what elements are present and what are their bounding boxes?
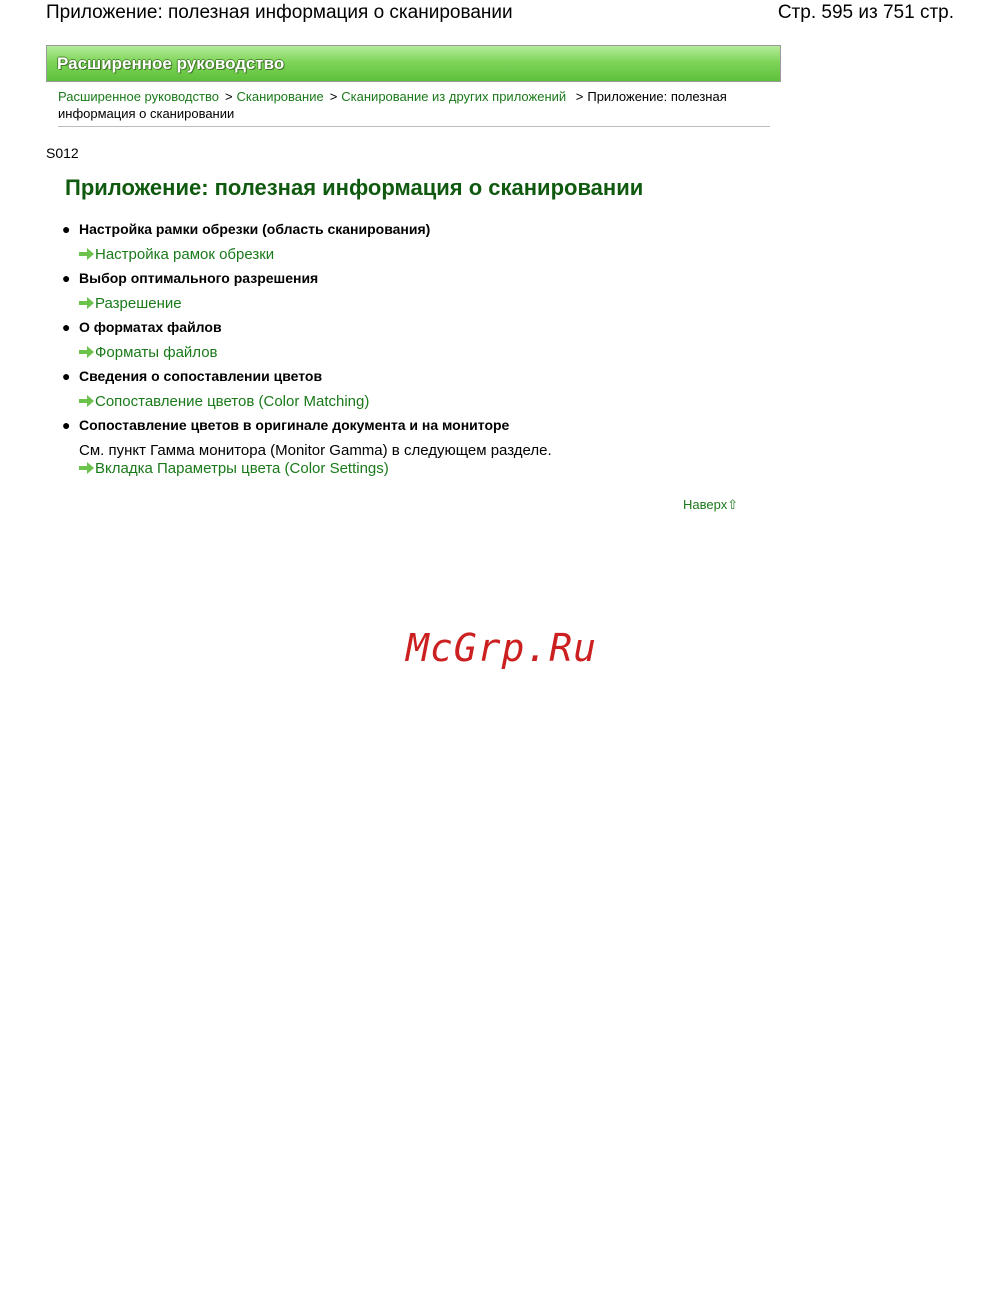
breadcrumb-divider: [58, 126, 770, 127]
guide-banner: [46, 45, 781, 82]
breadcrumb-item-other-apps[interactable]: Сканирование из других приложений: [341, 89, 567, 104]
arrow-right-icon: [79, 395, 94, 407]
page-header: [46, 2, 954, 28]
file-formats-link[interactable]: Форматы файлов: [95, 344, 218, 361]
page-title: Приложение: полезная информация о сканировании: [65, 175, 644, 200]
topic-link-row[interactable]: [79, 393, 369, 410]
up-arrow-icon: ⇧: [727, 497, 739, 512]
bullet-icon: ●: [62, 270, 71, 286]
document-title: Приложение: полезная информация о сканировании: [46, 2, 513, 23]
arrow-right-icon: [79, 248, 94, 260]
banner-title: Расширенное руководство: [57, 54, 285, 73]
bullet-icon: ●: [62, 368, 71, 384]
topic-link-row[interactable]: [79, 295, 182, 312]
topic-link-row[interactable]: [79, 246, 274, 263]
arrow-right-icon: [79, 297, 94, 309]
topic-link-row[interactable]: [79, 460, 389, 477]
breadcrumb-separator: >: [329, 89, 338, 104]
bullet-icon: ●: [62, 417, 71, 433]
breadcrumb: [58, 88, 763, 122]
color-matching-link[interactable]: Сопоставление цветов (Color Matching): [95, 393, 370, 410]
bullet-icon: ●: [62, 319, 71, 335]
crop-frame-link[interactable]: Настройка рамок обрезки: [95, 246, 275, 263]
breadcrumb-separator: >: [575, 89, 584, 104]
color-settings-tab-link[interactable]: Вкладка Параметры цвета (Color Settings): [95, 460, 389, 477]
topic-heading: О форматах файлов: [79, 319, 222, 335]
bullet-icon: ●: [62, 221, 71, 237]
page-counter: Стр. 595 из 751 стр.: [777, 2, 954, 23]
topic-heading: Настройка рамки обрезки (область сканирования): [79, 221, 431, 237]
topic-heading: Выбор оптимального разрешения: [79, 270, 319, 286]
document-code: S012: [46, 145, 79, 161]
topic-heading: Сопоставление цветов в оригинале документа и на мониторе: [79, 417, 510, 433]
back-to-top-link[interactable]: [683, 497, 738, 513]
breadcrumb-item-scanning[interactable]: Сканирование: [236, 89, 324, 104]
breadcrumb-item-advanced-guide[interactable]: Расширенное руководство: [58, 89, 219, 104]
topic-heading: Сведения о сопоставлении цветов: [79, 368, 323, 384]
breadcrumb-separator: >: [224, 89, 233, 104]
watermark: McGrp.Ru: [406, 626, 598, 670]
arrow-right-icon: [79, 462, 94, 474]
resolution-link[interactable]: Разрешение: [95, 295, 182, 312]
topic-note: См. пункт Гамма монитора (Monitor Gamma) в следующем разделе.: [79, 442, 552, 459]
breadcrumb-current: Приложение: полезная информация о сканировании: [58, 89, 727, 121]
arrow-right-icon: [79, 346, 94, 358]
topic-link-row[interactable]: [79, 344, 218, 361]
back-to-top-label[interactable]: Наверх: [683, 497, 728, 512]
